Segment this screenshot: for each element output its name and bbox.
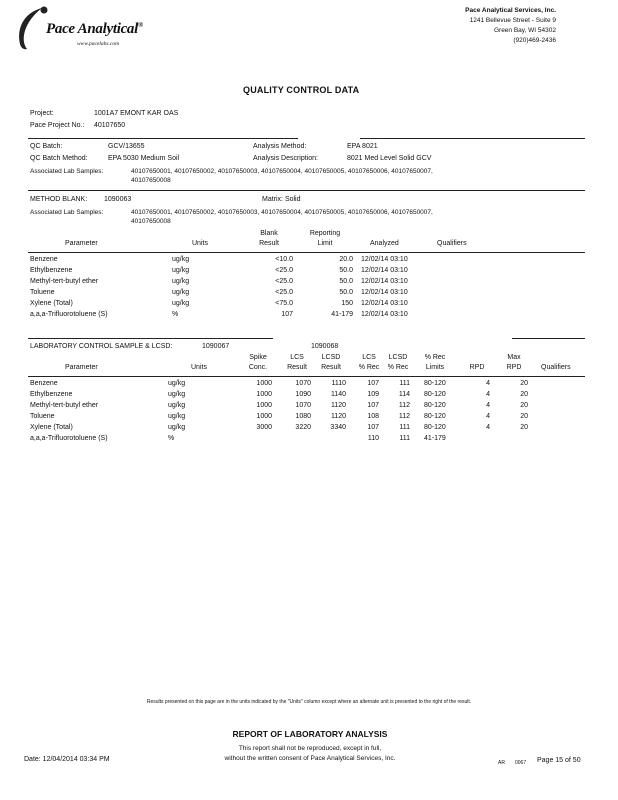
cell-lcs: 1090 [295, 391, 311, 398]
qc-batch-label: QC Batch: [30, 143, 63, 150]
cell-units: ug/kg [168, 402, 186, 409]
divider [28, 138, 298, 139]
col-header-lcsd: LCSD [321, 354, 341, 361]
logo-text: Pace Analytical® [46, 21, 143, 37]
col-header-max: Max [507, 354, 521, 361]
col-header-rec-limits: % Rec [424, 354, 446, 361]
cell-rpd: 4 [486, 380, 490, 387]
cell-lcsd-rec: 111 [399, 380, 410, 387]
project-label: Project: [30, 110, 54, 117]
cell-lcs-rec: 110 [367, 435, 379, 442]
qc-batch-value: GCV/13655 [108, 143, 145, 150]
reproduce-notice-cont: without the written consent of Pace Analytical Services, Inc. [224, 755, 396, 762]
method-blank-label: METHOD BLANK: [30, 196, 88, 203]
cell-lcsd-rec: 112 [398, 402, 410, 409]
cell-units: % [172, 311, 179, 318]
col-header-reporting: Reporting [309, 230, 341, 237]
cell-spike: 1000 [256, 380, 272, 387]
cell-result: <25.0 [275, 278, 293, 285]
cell-units: ug/kg [168, 424, 186, 431]
analysis-method-value: EPA 8021 [347, 143, 378, 150]
col-header-conc: Conc. [248, 364, 268, 371]
cell-units: ug/kg [172, 300, 190, 307]
cell-limit: 20.0 [339, 256, 353, 263]
blank-assoc-label: Associated Lab Samples: [30, 209, 104, 216]
cell-parameter: Methyl-tert-butyl ether [30, 402, 99, 409]
cell-parameter: Xylene (Total) [30, 424, 73, 431]
divider [512, 338, 585, 339]
cell-rpd: 4 [486, 391, 490, 398]
report-date: Date: 12/04/2014 03:34 PM [24, 756, 110, 763]
cell-lcsd: 1110 [331, 380, 346, 387]
cell-limits: 80-120 [424, 424, 446, 431]
page-title: QUALITY CONTROL DATA [243, 85, 360, 95]
cell-parameter: Benzene [30, 380, 58, 387]
col-header-spike: Spike [249, 354, 267, 361]
logo-url: www.pacelabs.com [77, 41, 120, 47]
cell-lcsd-rec: 111 [399, 424, 410, 431]
cell-parameter: Toluene [30, 289, 55, 296]
col-header-qualifiers: Qualifiers [437, 240, 467, 247]
cell-limit: 50.0 [339, 278, 353, 285]
cell-rpd: 4 [486, 424, 490, 431]
cell-parameter: Benzene [30, 256, 58, 263]
col-header-units: Units [191, 364, 207, 371]
blank-assoc-samples: 40107650001, 40107650002, 40107650003, 40107650004, 40107650005, 40107650006, 40107650007, [131, 209, 433, 216]
col-header-limit: Limit [317, 240, 333, 247]
cell-spike: 1000 [256, 402, 272, 409]
cell-max-rpd: 20 [520, 380, 528, 387]
method-blank-id: 1090063 [104, 196, 132, 203]
cell-lcsd-rec: 111 [399, 435, 410, 442]
cell-result: <10.0 [275, 256, 293, 263]
cell-lcs: 1080 [295, 413, 311, 420]
col-header-blank: Blank [260, 230, 278, 237]
cell-result: <25.0 [275, 289, 293, 296]
cell-analyzed: 12/02/14 03:10 [361, 267, 408, 274]
cell-analyzed: 12/02/14 03:10 [361, 256, 408, 263]
cell-lcs-rec: 107 [367, 424, 379, 431]
cell-rpd: 4 [486, 402, 490, 409]
cell-units: ug/kg [168, 391, 186, 398]
col-header-rpd: RPD [469, 364, 485, 371]
report-title: REPORT OF LABORATORY ANALYSIS [232, 729, 388, 739]
cell-lcsd-rec: 114 [398, 391, 410, 398]
divider [28, 252, 585, 253]
company-address: Pace Analytical Services, Inc. 1241 Bellevue Street - Suite 9 Green Bay, WI 54302 (920)469-2436 [465, 7, 556, 44]
cell-parameter: Toluene [30, 413, 55, 420]
ar-label: AR [498, 760, 505, 766]
col-header-parameter: Parameter [65, 240, 98, 247]
method-blank-matrix: Matrix: Solid [262, 196, 301, 203]
assoc-samples-cont: 40107650008 [131, 177, 171, 184]
cell-units: ug/kg [172, 278, 190, 285]
cell-max-rpd: 20 [520, 413, 528, 420]
cell-lcs-rec: 107 [367, 380, 379, 387]
cell-spike: 1000 [256, 391, 272, 398]
cell-limit: 50.0 [339, 267, 353, 274]
cell-limit: 41-179 [331, 311, 353, 318]
cell-parameter: Ethylbenzene [30, 391, 73, 398]
cell-limits: 80-120 [424, 413, 446, 420]
cell-analyzed: 12/02/14 03:10 [361, 311, 408, 318]
cell-units: ug/kg [172, 289, 190, 296]
col-header-max-rpd: RPD [506, 364, 522, 371]
qc-method-value: EPA 5030 Medium Soil [108, 155, 180, 162]
cell-units: ug/kg [172, 256, 190, 263]
cell-max-rpd: 20 [520, 391, 528, 398]
cell-lcsd: 3340 [330, 424, 346, 431]
page-number: Page 15 of 50 [537, 757, 581, 764]
units-note: Results presented on this page are in the units indicated by the "Units" column except where an alternate unit is presented to the right of the result. [146, 699, 472, 705]
pace-project-label: Pace Project No.: [30, 122, 85, 129]
cell-units: ug/kg [172, 267, 190, 274]
cell-lcs-rec: 108 [367, 413, 379, 420]
lcsd-id: 1090068 [311, 343, 339, 350]
cell-result: 107 [281, 311, 293, 318]
pace-project-value: 40107650 [94, 122, 126, 129]
cell-lcs: 1070 [295, 380, 311, 387]
cell-limits: 80-120 [424, 391, 446, 398]
cell-lcs-rec: 109 [367, 391, 379, 398]
col-header-lcs-rec: LCS [362, 354, 376, 361]
cell-parameter: Xylene (Total) [30, 300, 73, 307]
lcs-label: LABORATORY CONTROL SAMPLE & LCSD: [30, 343, 173, 350]
cell-parameter: a,a,a-Trifluorotoluene (S) [30, 435, 108, 442]
col-header-lcsd-rec: LCSD [388, 354, 408, 361]
assoc-label: Associated Lab Samples: [30, 168, 104, 175]
cell-units: % [168, 435, 175, 442]
analysis-desc-value: 8021 Med Level Solid GCV [347, 155, 432, 162]
col-header-result: Result [259, 240, 279, 247]
cell-max-rpd: 20 [520, 424, 528, 431]
cell-rpd: 4 [486, 413, 490, 420]
cell-analyzed: 12/02/14 03:10 [361, 278, 408, 285]
col-header-lcsd-result: Result [321, 364, 341, 371]
cell-max-rpd: 20 [520, 402, 528, 409]
cell-limits: 80-120 [424, 402, 446, 409]
cell-result: <75.0 [275, 300, 293, 307]
cell-lcsd: 1120 [330, 402, 346, 409]
cell-lcs: 3220 [295, 424, 311, 431]
cell-lcsd: 1140 [330, 391, 346, 398]
divider [28, 190, 585, 191]
cell-parameter: Methyl-tert-butyl ether [30, 278, 99, 285]
col-header-analyzed: Analyzed [370, 240, 399, 247]
col-header-lcs-pct: % Rec [358, 364, 380, 371]
cell-spike: 3000 [256, 424, 272, 431]
assoc-samples: 40107650001, 40107650002, 40107650003, 40107650004, 40107650005, 40107650006, 40107650007, [131, 168, 433, 175]
cell-limits: 41-179 [424, 435, 446, 442]
cell-lcsd-rec: 112 [398, 413, 410, 420]
cell-spike: 1000 [256, 413, 272, 420]
col-header-lcs: LCS [290, 354, 304, 361]
cell-analyzed: 12/02/14 03:10 [361, 300, 408, 307]
qc-method-label: QC Batch Method: [30, 155, 88, 162]
col-header-lcsd-pct: % Rec [387, 364, 409, 371]
col-header-units: Units [192, 240, 208, 247]
analysis-desc-label: Analysis Description: [253, 155, 318, 162]
cell-result: <25.0 [275, 267, 293, 274]
col-header-qualifiers: Qualifiers [541, 364, 571, 371]
reproduce-notice: This report shall not be reproduced, except in full, [238, 745, 382, 752]
cell-parameter: a,a,a-Trifluorotoluene (S) [30, 311, 108, 318]
col-header-limits: Limits [425, 364, 445, 371]
project-value: 1001A7 EMONT KAR OAS [94, 110, 179, 117]
cell-lcs: 1070 [295, 402, 311, 409]
ar-code: 0067 [515, 760, 527, 766]
divider [360, 138, 585, 139]
cell-limit: 150 [341, 300, 353, 307]
cell-units: ug/kg [168, 413, 186, 420]
divider [28, 376, 585, 377]
cell-analyzed: 12/02/14 03:10 [361, 289, 408, 296]
lcs-id: 1090067 [202, 343, 230, 350]
divider [28, 338, 273, 339]
col-header-lcs-result: Result [287, 364, 307, 371]
cell-units: ug/kg [168, 380, 186, 387]
analysis-method-label: Analysis Method: [253, 143, 307, 150]
cell-limits: 80-120 [424, 380, 446, 387]
cell-lcsd: 1120 [330, 413, 346, 420]
col-header-parameter: Parameter [65, 364, 98, 371]
blank-assoc-samples-cont: 40107650008 [131, 218, 171, 225]
cell-parameter: Ethylbenzene [30, 267, 73, 274]
cell-lcs-rec: 107 [367, 402, 379, 409]
cell-limit: 50.0 [339, 289, 353, 296]
